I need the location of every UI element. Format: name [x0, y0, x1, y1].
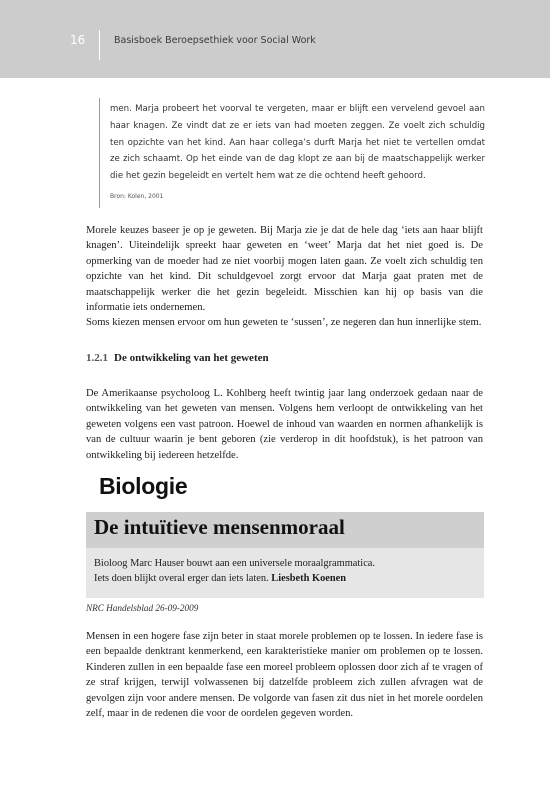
article-lead-line-2: Iets doen blijkt overal erger dan iets laten.	[94, 573, 269, 584]
paragraph-conscience-text-2: Soms kiezen mensen ervoor om hun geweten te ‘sussen’, ze negeren dan hun innerlijke stem.	[86, 317, 482, 329]
article-lead	[94, 556, 479, 586]
paragraph-kohlberg: De Amerikaanse psycholoog L. Kohlberg heeft twintig jaar lang onderzoek gedaan naar de ontwikkeling van het geweten van mensen. Volgens hem verloopt de ontwikkeling van het geweten volgens een vast patroon. Hoewel de inhoud van waarden en normen afhankelijk is van de cultuur waarin je bent geboren (zie verderop in dit hoofdstuk), is het patroon van ontwikkeling bij iedereen hetzelfde.	[86, 388, 483, 461]
article-author: Liesbeth Koenen	[271, 573, 347, 584]
case-box-text: men. Marja probeert het voorval te vergeten, maar er blijft een vervelend gevoel aan haar knagen. Ze vindt dat ze er iets van had moeten zeggen. Ze voelt zich schuldig ten opzichte van het kind. Aan haar collega’s durft Marja het niet te vertellen omdat ze zich schaamt. Op het einde van de dag klopt ze aan bij de maatschappelijk werker die het gezin begeleidt en vertelt hem wat ze die ochtend heeft gehoord.	[110, 104, 485, 182]
page-number: 16	[70, 33, 86, 47]
subheading-title: De ontwikkeling van het geweten	[114, 352, 269, 364]
paragraph-conscience	[86, 223, 483, 331]
subheading	[86, 352, 269, 364]
page-header	[0, 0, 550, 78]
article-lead-line-1: Bioloog Marc Hauser bouwt aan een universele moraalgrammatica.	[94, 558, 376, 569]
article-body: Mensen in een hogere fase zijn beter in staat morele problemen op te lossen. In iedere fase is een bepaalde denktrant kenmerkend, een karakteristieke manier om problemen op te lossen. Kinderen zullen in een bepaalde fase een moreel probleem oplossen door zich af te vragen of ze straf krijgen, terwijl volwassenen bij datzelfde probleem zich zullen afvragen wat de gevolgen zijn voor andere mensen. De volgorde van fasen zit dus niet in het morele oordelen zelf, maar in de redenen die voor de oordelen gegeven worden.	[86, 631, 483, 720]
running-title: Basisboek Beroepsethiek voor Social Work	[114, 35, 316, 46]
paragraph-conscience-text: Morele keuzes baseer je op je geweten. Bij Marja zie je dat de hele dag ‘iets aan haar blijft knagen’. Uiteindelijk spreekt haar geweten en ‘weet’ Marja dat het niet goed is. De opmerking van de moeder had ze niet voorbij mogen laten gaan. Ze voelt zich schuldig ten opzichte van het kind. Dit schuldgevoel zorgt ervoor dat Marja gaat praten met de maatschappelijk werker die het gezin begeleidt. Misschien kan hij op basis van die informatie iets ondernemen.	[86, 225, 483, 314]
article-dateline: NRC Handelsblad 26-09-2009	[86, 603, 199, 613]
article-header-block	[86, 512, 484, 598]
article-title: De intuïtieve mensenmoraal	[94, 515, 345, 539]
case-box-source: Bron: Kolen, 2001	[110, 192, 164, 200]
header-divider	[99, 30, 100, 60]
section-title: Biologie	[99, 473, 188, 499]
subheading-number: 1.2.1	[86, 352, 108, 364]
case-box	[99, 98, 485, 208]
